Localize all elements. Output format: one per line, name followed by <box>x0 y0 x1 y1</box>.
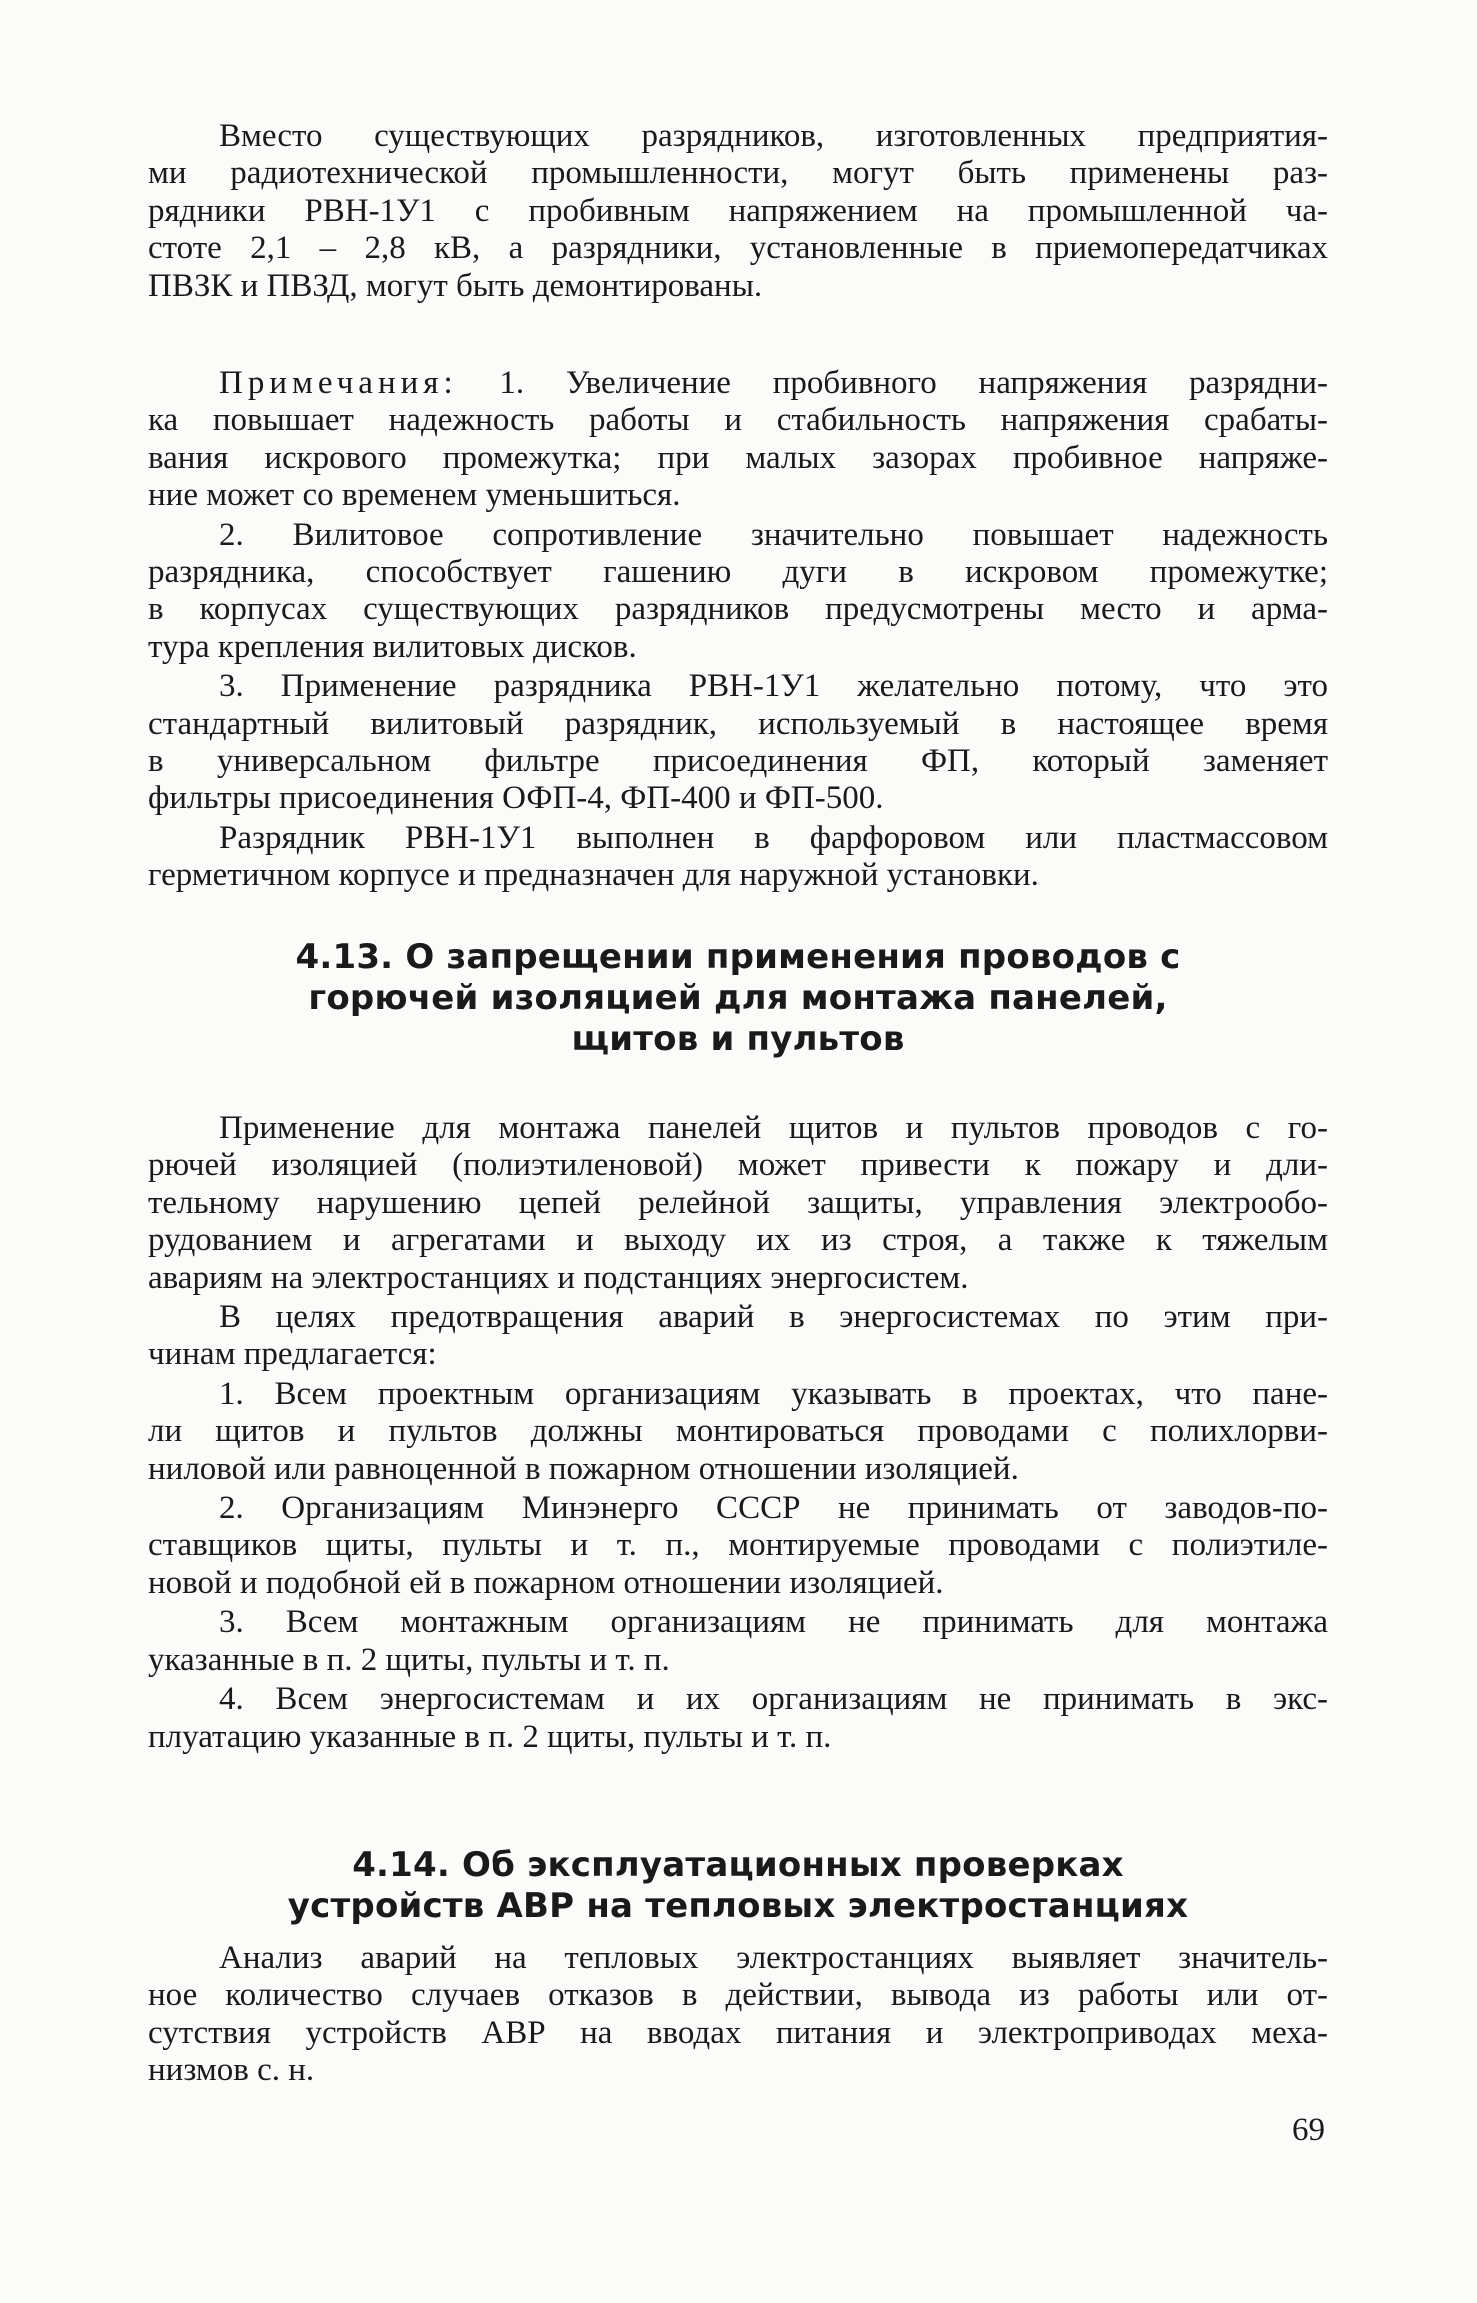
list-item-1-line: ли щитов и пультов должны монтироваться проводами с полихлорви- <box>148 1413 1328 1450</box>
notes-closing-line: герметичном корпусе и предназначен для наружной установки. <box>148 857 1039 894</box>
section-4-14-body <box>148 1940 1328 2090</box>
note-3-line: в универсальном фильтре присоединения ФП, который заменяет <box>148 743 1328 780</box>
note-1-line: вания искрового промежутка; при малых зазорах пробивное напряже- <box>148 439 1328 476</box>
note-2-line: тура крепления вилитовых дисков. <box>148 628 637 665</box>
section-title-line: горючей изоляцией для монтажа панелей, <box>308 978 1168 1018</box>
list-item-2-line: новой и подобной ей в пожарном отношении изоляцией. <box>148 1564 944 1601</box>
text-line: Анализ аварий на тепловых электростанциях выявляет значитель- <box>219 1940 1328 1976</box>
list-item-2-line: 2. Организациям Минэнерго СССР не принимать от заводов-по- <box>219 1490 1328 1527</box>
list-item-1-line: ниловой или равноценной в пожарном отношении изоляцией. <box>148 1450 1019 1487</box>
notes-closing-line: Разрядник РВН-1У1 выполнен в фарфоровом или пластмассовом <box>219 819 1328 856</box>
section-title-line: устройств АВР на тепловых электростанциях <box>287 1886 1189 1926</box>
list-item-4-line: плуатацию указанные в п. 2 щиты, пульты и т. п. <box>148 1718 832 1755</box>
page-number: 69 <box>1292 2112 1325 2148</box>
text-line: авариям на электростанциях и подстанциях энергосистем. <box>148 1259 969 1296</box>
note-1-line: Примечания: 1. Увеличение пробивного напряжения разрядни- <box>219 365 1328 401</box>
note-3-line: 3. Применение разрядника РВН-1У1 желательно потому, что это <box>219 668 1328 705</box>
note-1-line: ние может со временем уменьшиться. <box>148 477 681 514</box>
list-item-4-line: 4. Всем энергосистемам и их организациям не принимать в экс- <box>219 1681 1328 1718</box>
text-line: тельному нарушению цепей релейной защиты, управления электрообо- <box>148 1184 1328 1221</box>
text-line: ПВЗК и ПВЗД, могут быть демонтированы. <box>148 267 763 304</box>
text-line: рядники РВН-1У1 с пробивным напряжением на промышленной ча- <box>148 192 1328 229</box>
section-4-14-heading <box>148 1845 1328 1927</box>
note-1-line: ка повышает надежность работы и стабильность напряжения срабаты- <box>148 402 1328 439</box>
list-item-3-line: указанные в п. 2 щиты, пульты и т. п. <box>148 1641 670 1678</box>
notes-block <box>148 365 1328 895</box>
section-4-13-body <box>148 1110 1328 1756</box>
section-4-13-heading <box>148 937 1328 1060</box>
intro-paragraph <box>148 118 1328 305</box>
text-line: Применение для монтажа панелей щитов и пультов проводов с го- <box>219 1110 1328 1146</box>
text-line: чинам предлагается: <box>148 1336 437 1373</box>
text-line: стоте 2,1 – 2,8 кВ, а разрядники, установленные в приемопередатчиках <box>148 230 1328 267</box>
section-title-line: щитов и пультов <box>571 1019 905 1059</box>
text-line: рудованием и агрегатами и выходу их из строя, а также к тяжелым <box>148 1222 1328 1259</box>
section-title-line: 4.13. О запрещении применения проводов с <box>295 937 1181 977</box>
note-2-line: 2. Вилитовое сопротивление значительно повышает надежность <box>219 516 1328 553</box>
note-2-line: разрядника, способствует гашению дуги в искровом промежутке; <box>148 554 1328 591</box>
note-3-line: стандартный вилитовый разрядник, используемый в настоящее время <box>148 705 1328 742</box>
text-line: низмов с. н. <box>148 2052 315 2089</box>
list-item-3-line: 3. Всем монтажным организациям не принимать для монтажа <box>219 1604 1328 1641</box>
text-line: ми радиотехнической промышленности, могут быть применены раз- <box>148 155 1328 192</box>
text-line: Вместо существующих разрядников, изготовленных предприятия- <box>219 118 1328 154</box>
text-line: В целях предотвращения аварий в энергосистемах по этим при- <box>219 1299 1328 1336</box>
text-line: ное количество случаев отказов в действии, вывода из работы или от- <box>148 1977 1328 2014</box>
text-line: рючей изоляцией (полиэтиленовой) может привести к пожару и дли- <box>148 1147 1328 1184</box>
notes-heading: Примечания: <box>219 365 458 401</box>
section-title-line: 4.14. Об эксплуатационных проверках <box>352 1845 1124 1885</box>
note-2-line: в корпусах существующих разрядников предусмотрены место и арма- <box>148 591 1328 628</box>
text-line: сутствия устройств АВР на вводах питания и электроприводах меха- <box>148 2014 1328 2051</box>
list-item-2-line: ставщиков щиты, пульты и т. п., монтируемые проводами с полиэтиле- <box>148 1527 1328 1564</box>
note-3-line: фильтры присоединения ОФП-4, ФП-400 и ФП-500. <box>148 780 884 817</box>
list-item-1-line: 1. Всем проектным организациям указывать в проектах, что пане- <box>219 1375 1328 1412</box>
